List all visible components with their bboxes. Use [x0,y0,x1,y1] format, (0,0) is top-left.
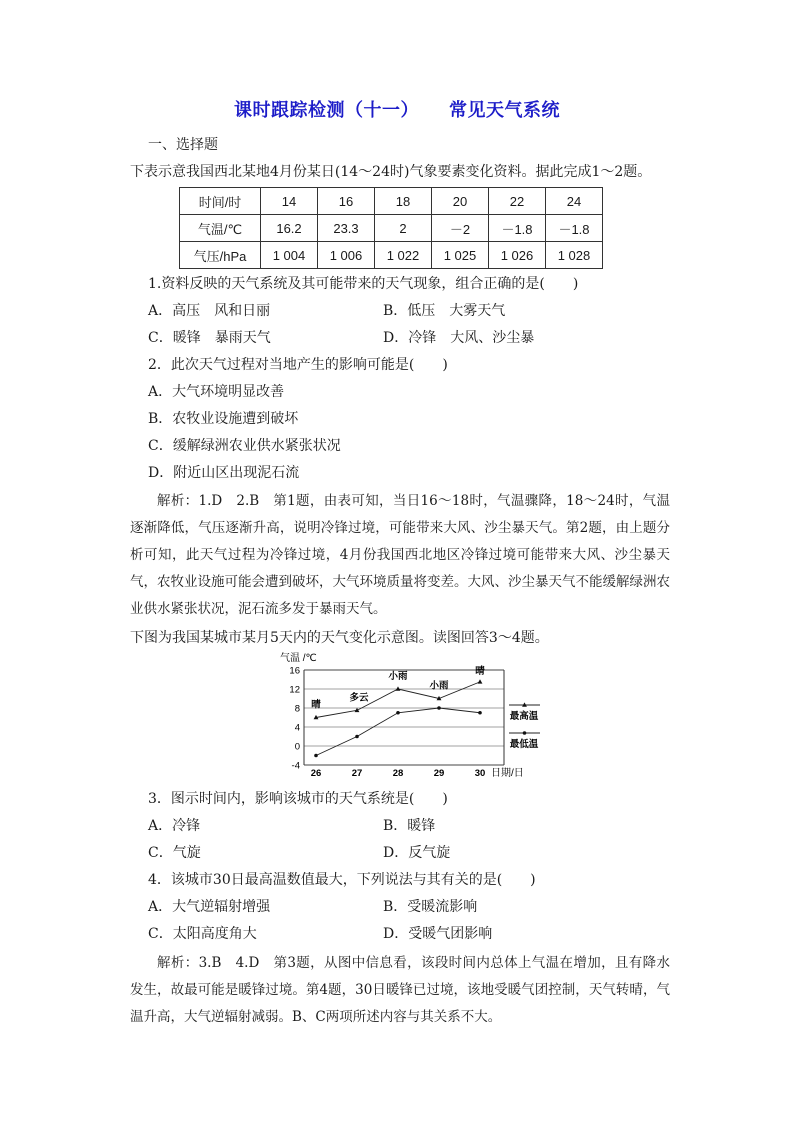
table-cell: 18 [375,188,432,215]
table-cell: 1 025 [432,242,489,269]
chart-y-tick-label: 8 [294,703,300,715]
q1-option-c: C．暖锋 暴雨天气 [148,330,271,346]
q1-option-a: A．高压 风和日丽 [148,303,271,319]
analysis-1-2: 解析：1.D 2.B 第1题，由表可知，当日16～18时，气温骤降，18～24时，气温逐渐降低，气压逐渐升高，说明冷锋过境，可能带来大风、沙尘暴天气。第2题，由上题分析可知，此天气过程为冷锋过境，4月份我国西北地区冷锋过境可能带来大风、沙尘暴天气，农牧业设施可能会遭到破坏，大气环境质量将变差。大风、沙尘暴天气不能缓解绿洲农业供水紧张状况，泥石流多发于暴雨天气。 [130,493,670,617]
table-cell: 23.3 [318,215,375,242]
table-cell: 1 006 [318,242,375,269]
chart-weather-label: 多云 [349,692,369,704]
chart-weather-label: 晴 [475,665,485,677]
page-title [0,96,794,122]
chart-series-line [316,708,480,756]
q4-option-b: B．受暖流影响 [383,899,478,915]
title-main: 课时跟踪检测（十一） [234,100,419,121]
table-cell: 24 [546,188,603,215]
q4-option-d: D．受暖气团影响 [383,926,493,942]
section-heading: 一、选择题 [148,137,218,153]
chart-point-min-temp [314,754,318,758]
table-cell: 20 [432,188,489,215]
q4-option-c: C．太阳高度角大 [148,926,257,942]
question-1-stem: 1.资料反映的天气系统及其可能带来的天气现象，组合正确的是( ) [148,276,579,292]
chart-point-min-temp [437,706,441,710]
q3-option-c: C．气旋 [148,845,201,861]
chart-point-min-temp [396,711,400,715]
chart-x-tick-label: 27 [351,768,363,779]
q3-option-b: B．暖锋 [383,818,436,834]
table-row [180,242,603,269]
q2-option-a: A．大气环境明显改善 [148,384,285,400]
table-cell: 16.2 [261,215,318,242]
question-2-stem: 2．此次天气过程对当地产生的影响可能是( ) [148,357,448,373]
question-3-stem: 3．图示时间内，影响该城市的天气系统是( ) [148,791,448,807]
table-cell: 14 [261,188,318,215]
analysis-3-4: 解析：3.B 4.D 第3题，从图中信息看，该段时间内总体上气温在增加，且有降水发生，故最可能是暖锋过境。第4题，30日暖锋已过境，该地受暖气团控制，天气转晴，气温升高，大气逆辐射减弱。B、C两项所述内容与其关系不大。 [130,955,670,1025]
chart-legend [509,702,540,750]
chart-y-tick-label: 12 [289,684,300,696]
intro-question-1-2: 下表示意我国西北某地4月份某日(14～24时)气象要素变化资料。据此完成1～2题。 [130,164,652,180]
chart-point-max-temp [478,679,483,683]
question-4-stem: 4．该城市30日最高温数值最大，下列说法与其有关的是( ) [148,872,536,888]
table-cell: －1.8 [546,215,603,242]
q2-option-c: C．缓解绿洲农业供水紧张状况 [148,438,341,454]
chart-legend-label: 最低温 [509,739,539,750]
chart-y-tick-label: -4 [291,760,300,772]
table-cell: 时间/时 [180,188,261,215]
chart-point-min-temp [478,711,482,715]
intro-question-3-4: 下图为我国某城市某月5天内的天气变化示意图。读图回答3～4题。 [130,630,549,646]
table-cell: －2 [432,215,489,242]
chart-legend-label: 最高温 [509,711,539,722]
q1-option-d: D．冷锋 大风、沙尘暴 [383,330,535,346]
chart-x-axis-label: 日期/日 [491,768,524,779]
chart-y-tick-label: 16 [289,665,300,677]
q2-option-b: B．农牧业设施遭到破坏 [148,411,299,427]
temperature-line-chart [278,648,548,780]
chart-weather-label: 晴 [311,699,321,711]
chart-series [314,679,483,757]
chart-weather-label: 小雨 [388,671,408,682]
chart-y-tick-label: 4 [294,722,300,734]
table-cell: 1 026 [489,242,546,269]
q1-option-b: B．低压 大雾天气 [383,303,506,319]
table-cell: 气温/℃ [180,215,261,242]
q3-option-d: D．反气旋 [383,845,451,861]
chart-y-axis-label: 气温 /℃ [280,653,317,664]
table-cell: 1 004 [261,242,318,269]
chart-x-tick-label: 28 [392,768,404,779]
weather-data-table [179,187,603,269]
chart-point-min-temp [355,735,359,739]
chart-weather-label: 小雨 [429,680,449,692]
q3-option-a: A．冷锋 [148,818,201,834]
chart-y-ticks [289,666,485,780]
table-cell: －1.8 [489,215,546,242]
chart-x-tick-label: 26 [310,768,322,779]
chart-x-tick-label: 30 [474,768,486,779]
title-sub: 常见天气系统 [449,100,560,121]
table-cell: 16 [318,188,375,215]
table-cell: 2 [375,215,432,242]
chart-point-max-temp [396,686,401,690]
chart-legend-marker [523,731,527,735]
q4-option-a: A．大气逆辐射增强 [148,899,271,915]
table-row [180,215,603,242]
q2-option-d: D．附近山区出现泥石流 [148,465,300,481]
table-cell: 1 022 [375,242,432,269]
table-cell: 1 028 [546,242,603,269]
chart-x-tick-label: 29 [433,768,445,779]
table-cell: 22 [489,188,546,215]
chart-y-tick-label: 0 [294,741,300,753]
table-header-row [180,188,603,215]
table-cell: 气压/hPa [180,242,261,269]
